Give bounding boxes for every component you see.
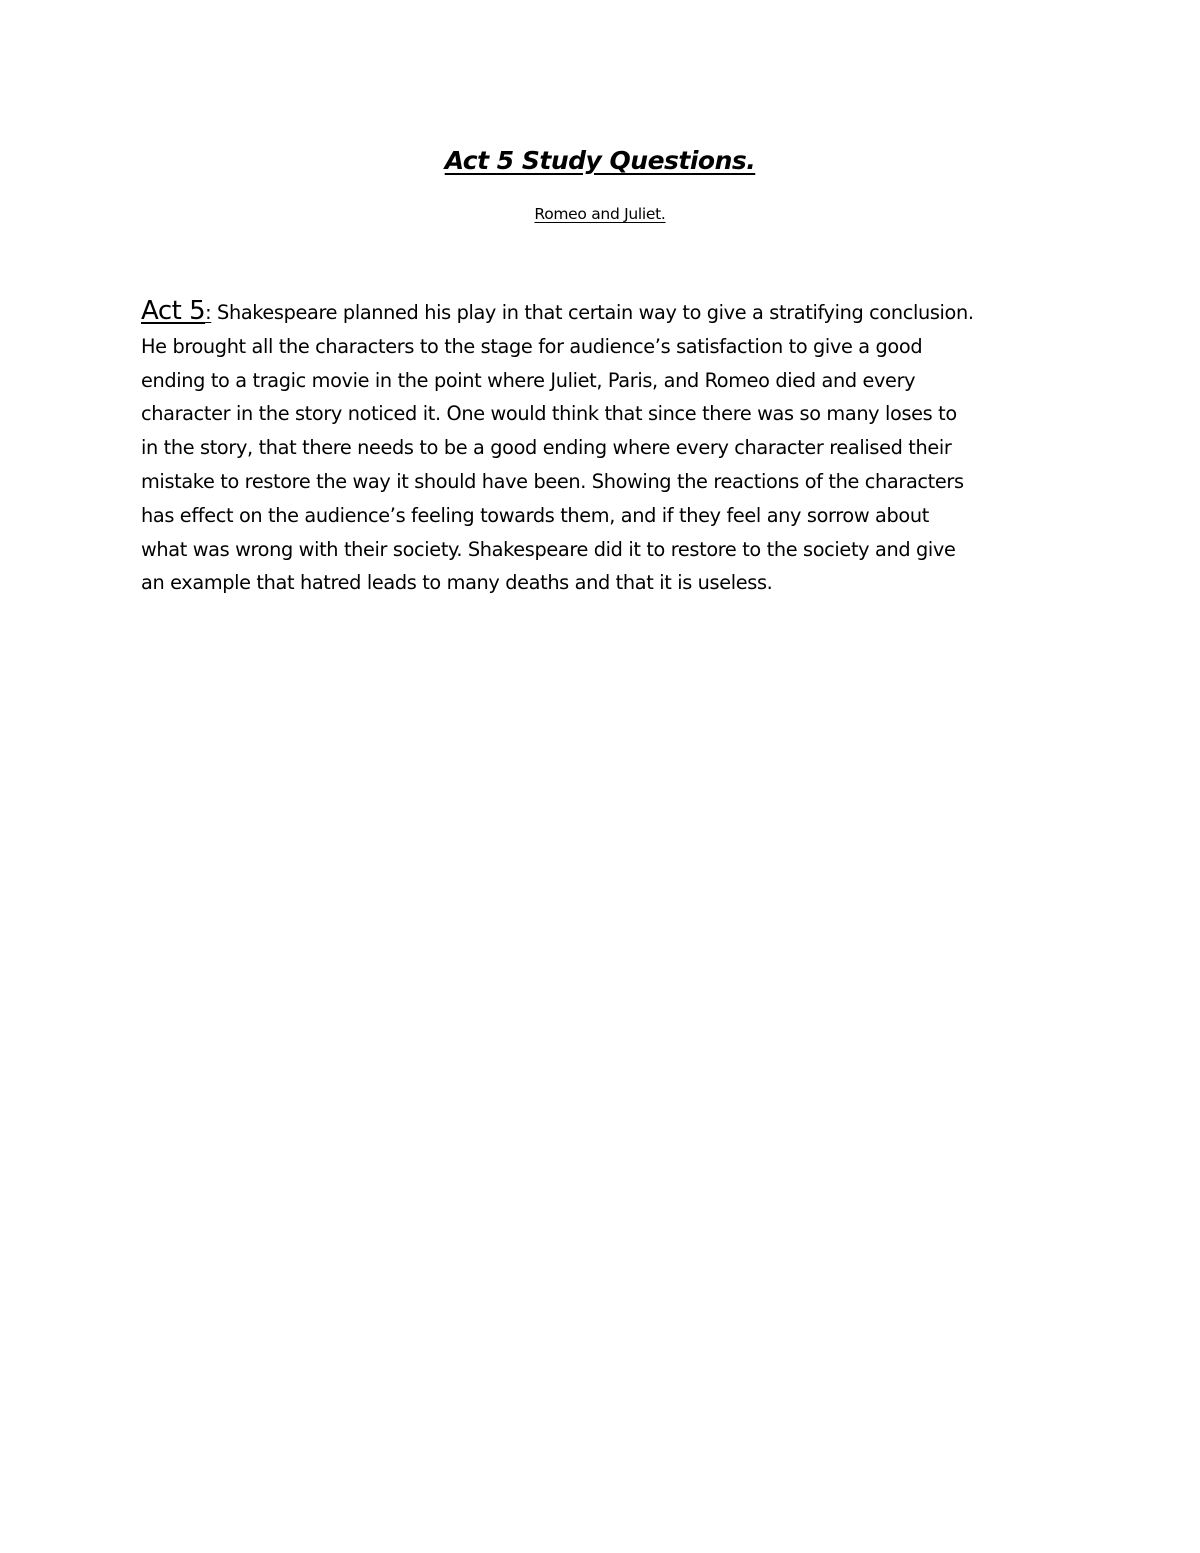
answer-line: character in the story noticed it. One would think that since there was so many loses to (141, 402, 957, 426)
answer-paragraph (141, 295, 1059, 600)
page-title: Act 5 Study Questions. (444, 146, 756, 175)
page-subtitle: Romeo and Juliet. (534, 205, 666, 223)
answer-line: He brought all the characters to the stage for audience’s satisfaction to give a good (141, 334, 923, 358)
act-label-colon: : (205, 301, 212, 324)
answer-line: what was wrong with their society. Shakespeare did it to restore to the society and give (141, 537, 956, 561)
answer-line: in the story, that there needs to be a good ending where every character realised their (141, 436, 952, 460)
answer-line: an example that hatred leads to many deaths and that it is useless. (141, 571, 773, 595)
answer-line-text: Shakespeare planned his play in that certain way to give a stratifying conclusion. (211, 301, 974, 324)
act-label: Act 5 (141, 296, 206, 326)
answer-line: has effect on the audience’s feeling towards them, and if they feel any sorrow about (141, 503, 929, 527)
answer-line (141, 295, 1059, 330)
answer-line: mistake to restore the way it should have been. Showing the reactions of the characters (141, 469, 964, 493)
answer-line: ending to a tragic movie in the point where Juliet, Paris, and Romeo died and every (141, 368, 916, 392)
